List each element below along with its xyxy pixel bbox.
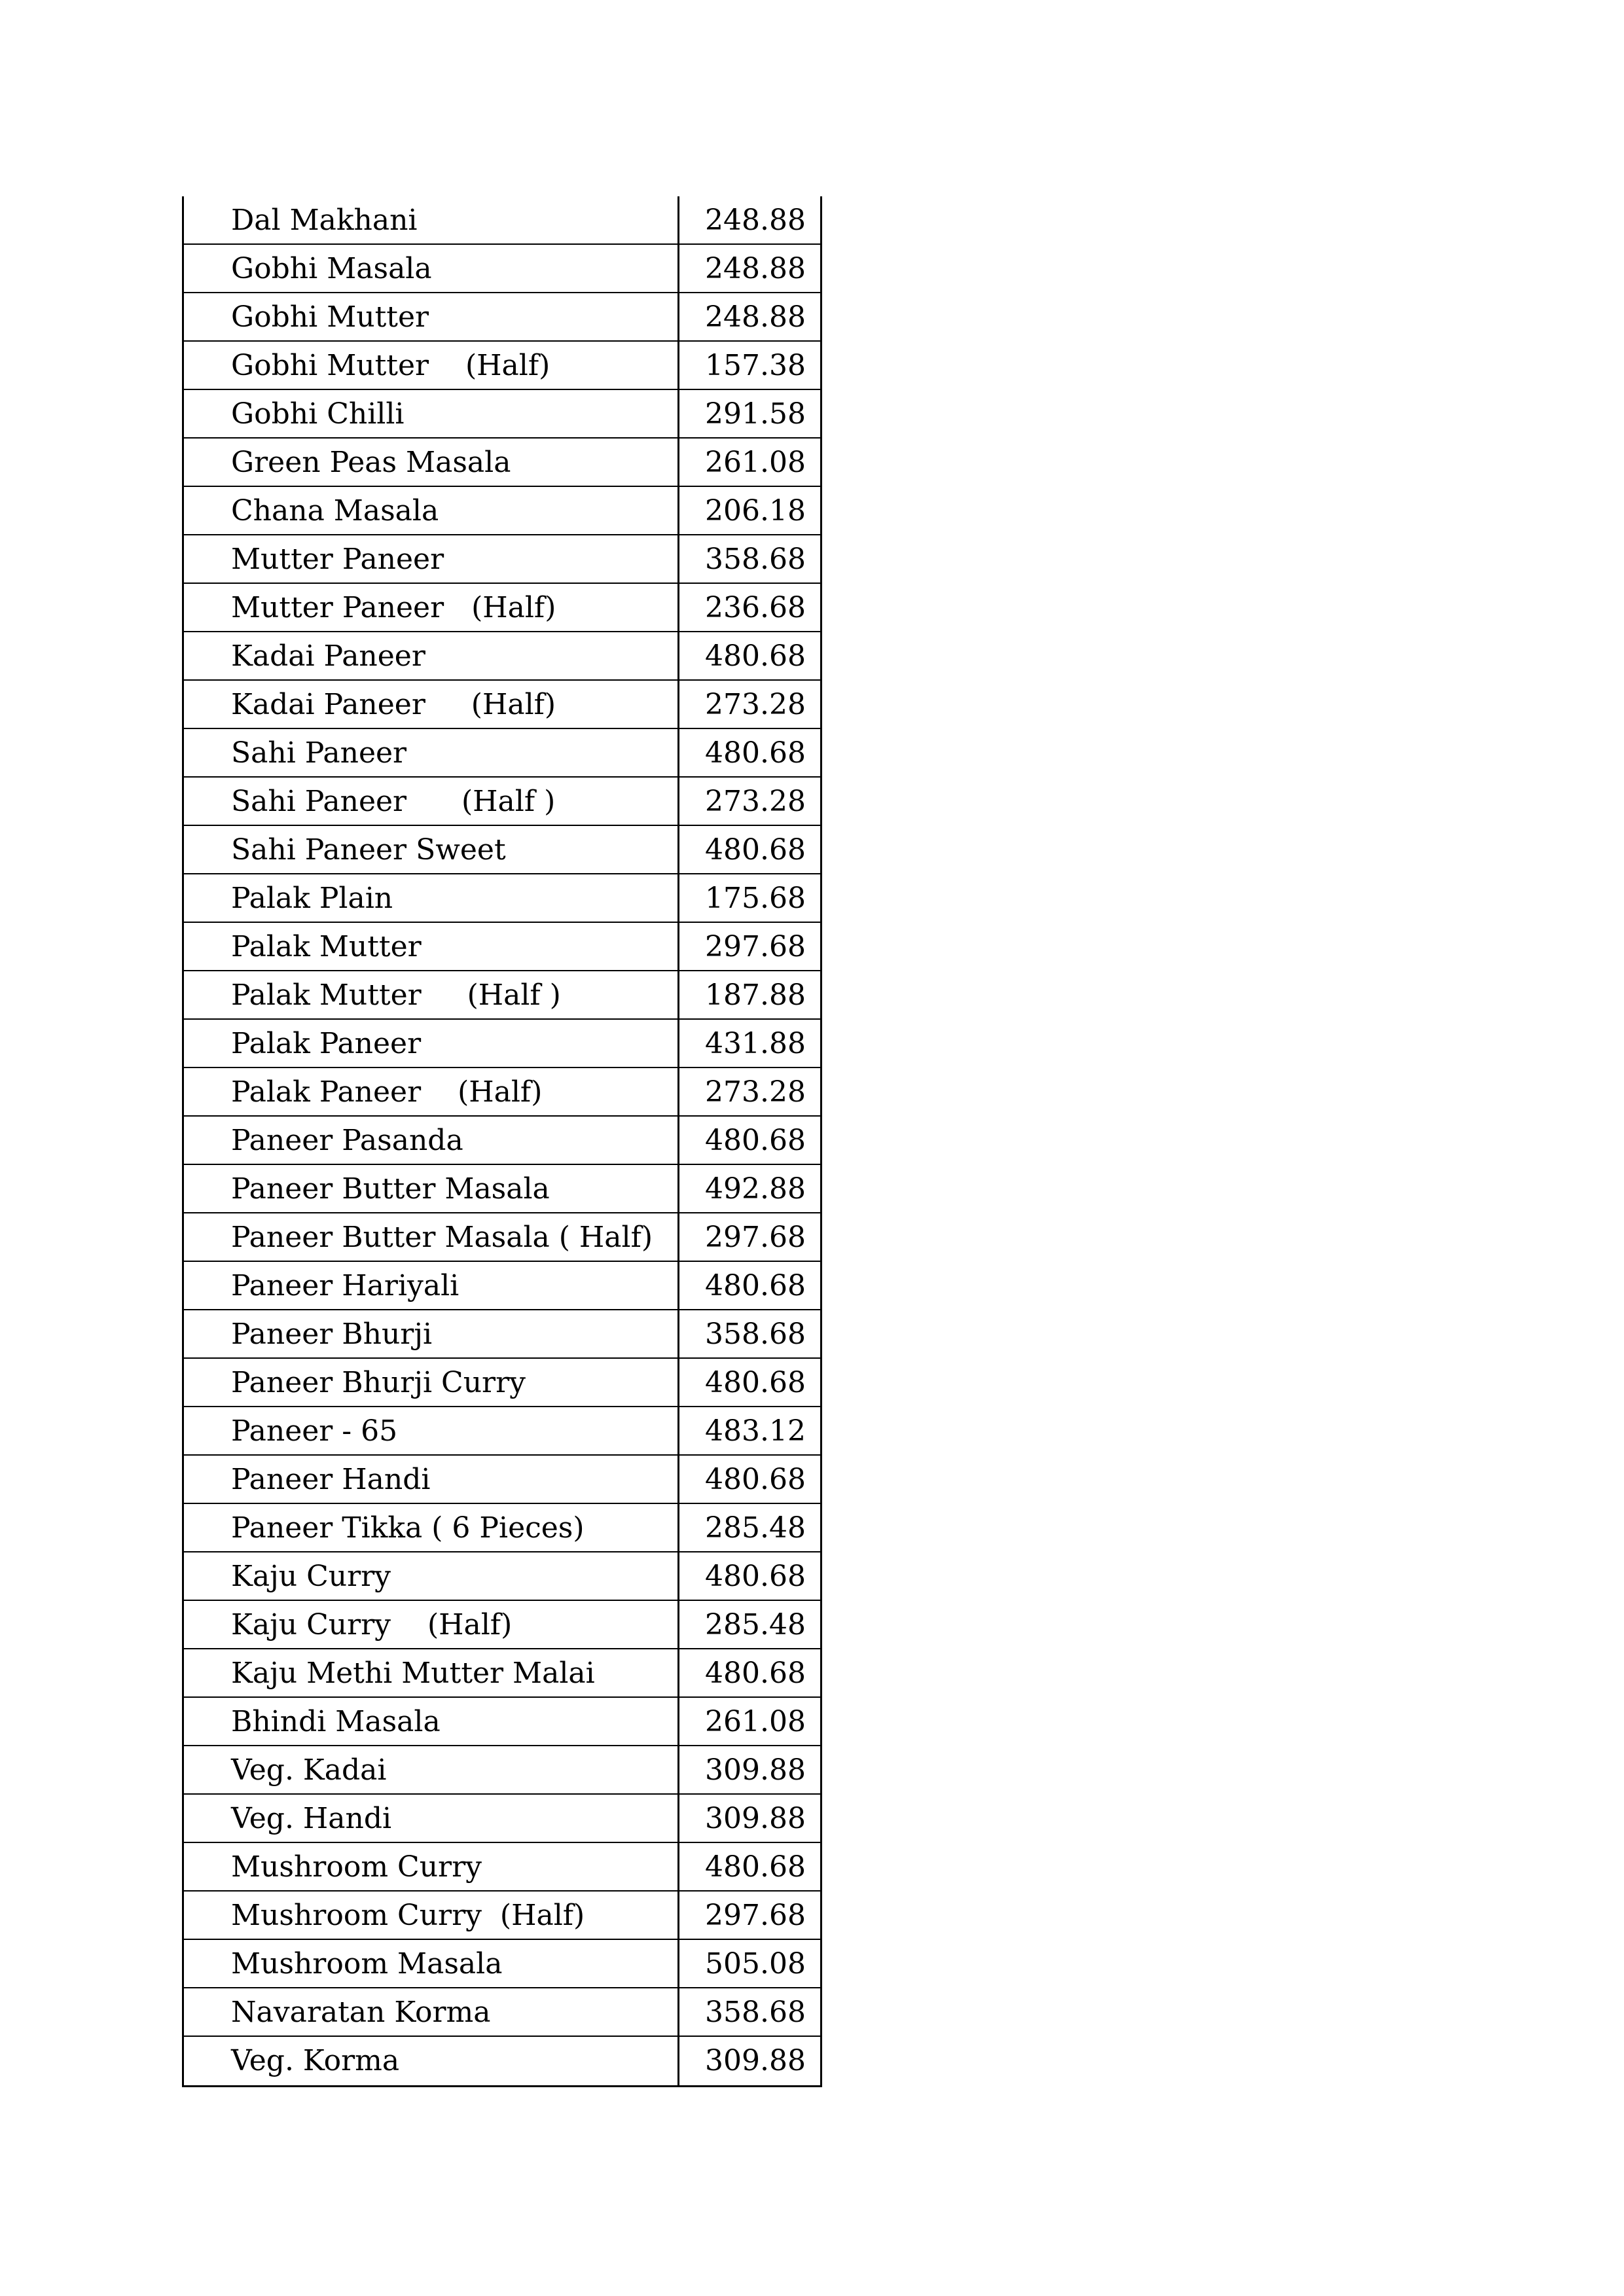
table-row [184,1068,820,1117]
table-row [184,1407,820,1456]
table-row [184,1310,820,1359]
item-price-cell: 285.48 [705,1511,806,1545]
table-row [184,729,820,778]
item-name-cell: Paneer Bhurji Curry [184,1359,679,1406]
item-name-cell: Palak Mutter (Half ) [184,971,679,1018]
table-row [184,293,820,342]
table-row [184,2037,820,2085]
item-price-cell: 480.68 [705,639,806,673]
table-row [184,681,820,729]
item-name-cell: Mutter Paneer (Half) [184,584,679,631]
table-row [184,342,820,390]
item-name-cell: Sahi Paneer (Half ) [184,778,679,825]
item-price-cell: 480.68 [705,1366,806,1399]
table-row [184,1698,820,1746]
table-row [184,1649,820,1698]
item-price-cell: 175.68 [705,882,806,915]
table-row [184,1795,820,1843]
table-row [184,874,820,923]
item-price-cell: 248.88 [705,300,806,334]
table-row [184,778,820,826]
table-row [184,1940,820,1988]
item-name-cell: Palak Plain [184,874,679,922]
table-row [184,390,820,439]
item-price-cell: 358.68 [705,1996,806,2029]
item-price-cell: 297.68 [705,930,806,963]
item-price-cell: 236.68 [705,591,806,624]
item-price-cell: 483.12 [705,1414,806,1448]
table-row [184,971,820,1020]
item-name-cell: Kadai Paneer [184,632,679,679]
item-price-cell: 480.68 [705,1463,806,1496]
item-name-cell: Mushroom Masala [184,1940,679,1987]
item-name-cell: Paneer Bhurji [184,1310,679,1357]
item-name-cell: Gobhi Mutter (Half) [184,342,679,389]
item-name-cell: Mutter Paneer [184,535,679,583]
item-price-cell: 206.18 [705,494,806,528]
table-row [184,1262,820,1310]
table-row [184,1359,820,1407]
table-row [184,826,820,874]
menu-price-table [182,196,822,2087]
table-row [184,1892,820,1940]
item-name-cell: Paneer Butter Masala ( Half) [184,1213,679,1261]
item-price-cell: 273.28 [705,1075,806,1109]
item-name-cell: Kaju Curry [184,1552,679,1600]
item-price-cell: 480.68 [705,1657,806,1690]
item-price-cell: 248.88 [705,204,806,237]
item-name-cell: Green Peas Masala [184,439,679,486]
item-name-cell: Paneer Tikka ( 6 Pieces) [184,1504,679,1551]
table-row [184,1843,820,1892]
table-row [184,1746,820,1795]
item-name-cell: Veg. Korma [184,2037,679,2085]
item-name-cell: Palak Paneer (Half) [184,1068,679,1115]
item-price-cell: 297.68 [705,1221,806,1254]
table-row [184,632,820,681]
item-price-cell: 358.68 [705,543,806,576]
item-price-cell: 480.68 [705,833,806,867]
item-price-cell: 358.68 [705,1318,806,1351]
item-price-cell: 480.68 [705,1269,806,1302]
item-price-cell: 157.38 [705,349,806,382]
item-name-cell: Paneer Hariyali [184,1262,679,1309]
item-price-cell: 187.88 [705,978,806,1012]
item-price-cell: 297.68 [705,1899,806,1932]
item-name-cell: Kaju Curry (Half) [184,1601,679,1648]
item-name-cell: Navaratan Korma [184,1988,679,2036]
table-row [184,1601,820,1649]
item-name-cell: Gobhi Masala [184,245,679,292]
item-price-cell: 261.08 [705,446,806,479]
item-price-cell: 273.28 [705,785,806,818]
table-row [184,1165,820,1213]
item-price-cell: 431.88 [705,1027,806,1060]
table-row [184,196,820,245]
item-name-cell: Veg. Handi [184,1795,679,1842]
item-name-cell: Palak Paneer [184,1020,679,1067]
item-name-cell: Bhindi Masala [184,1698,679,1745]
table-row [184,1117,820,1165]
item-price-cell: 480.68 [705,736,806,770]
item-price-cell: 492.88 [705,1172,806,1206]
table-row [184,535,820,584]
item-name-cell: Chana Masala [184,487,679,534]
item-name-cell: Veg. Kadai [184,1746,679,1793]
table-row [184,1504,820,1552]
table-row [184,1020,820,1068]
item-name-cell: Gobhi Chilli [184,390,679,437]
item-price-cell: 480.68 [705,1560,806,1593]
table-row [184,1988,820,2037]
item-name-cell: Palak Mutter [184,923,679,970]
item-name-cell: Kaju Methi Mutter Malai [184,1649,679,1696]
item-name-cell: Sahi Paneer Sweet [184,826,679,873]
item-name-cell: Mushroom Curry (Half) [184,1892,679,1939]
item-price-cell: 480.68 [705,1850,806,1884]
item-price-cell: 309.88 [705,1802,806,1835]
table-row [184,439,820,487]
table-row [184,923,820,971]
item-price-cell: 285.48 [705,1608,806,1641]
item-name-cell: Paneer Pasanda [184,1117,679,1164]
item-price-cell: 505.08 [705,1947,806,1981]
item-price-cell: 248.88 [705,252,806,285]
table-row [184,584,820,632]
table-row [184,487,820,535]
item-price-cell: 273.28 [705,688,806,721]
item-name-cell: Gobhi Mutter [184,293,679,340]
item-name-cell: Dal Makhani [184,196,679,243]
table-row [184,1456,820,1504]
item-name-cell: Mushroom Curry [184,1843,679,1890]
item-price-cell: 309.88 [705,2044,806,2077]
item-price-cell: 309.88 [705,1753,806,1787]
item-price-cell: 291.58 [705,397,806,431]
item-name-cell: Paneer Butter Masala [184,1165,679,1212]
item-name-cell: Paneer Handi [184,1456,679,1503]
item-name-cell: Sahi Paneer [184,729,679,776]
item-name-cell: Kadai Paneer (Half) [184,681,679,728]
table-row [184,1552,820,1601]
item-price-cell: 261.08 [705,1705,806,1738]
table-row [184,1213,820,1262]
table-row [184,245,820,293]
item-price-cell: 480.68 [705,1124,806,1157]
item-name-cell: Paneer - 65 [184,1407,679,1454]
